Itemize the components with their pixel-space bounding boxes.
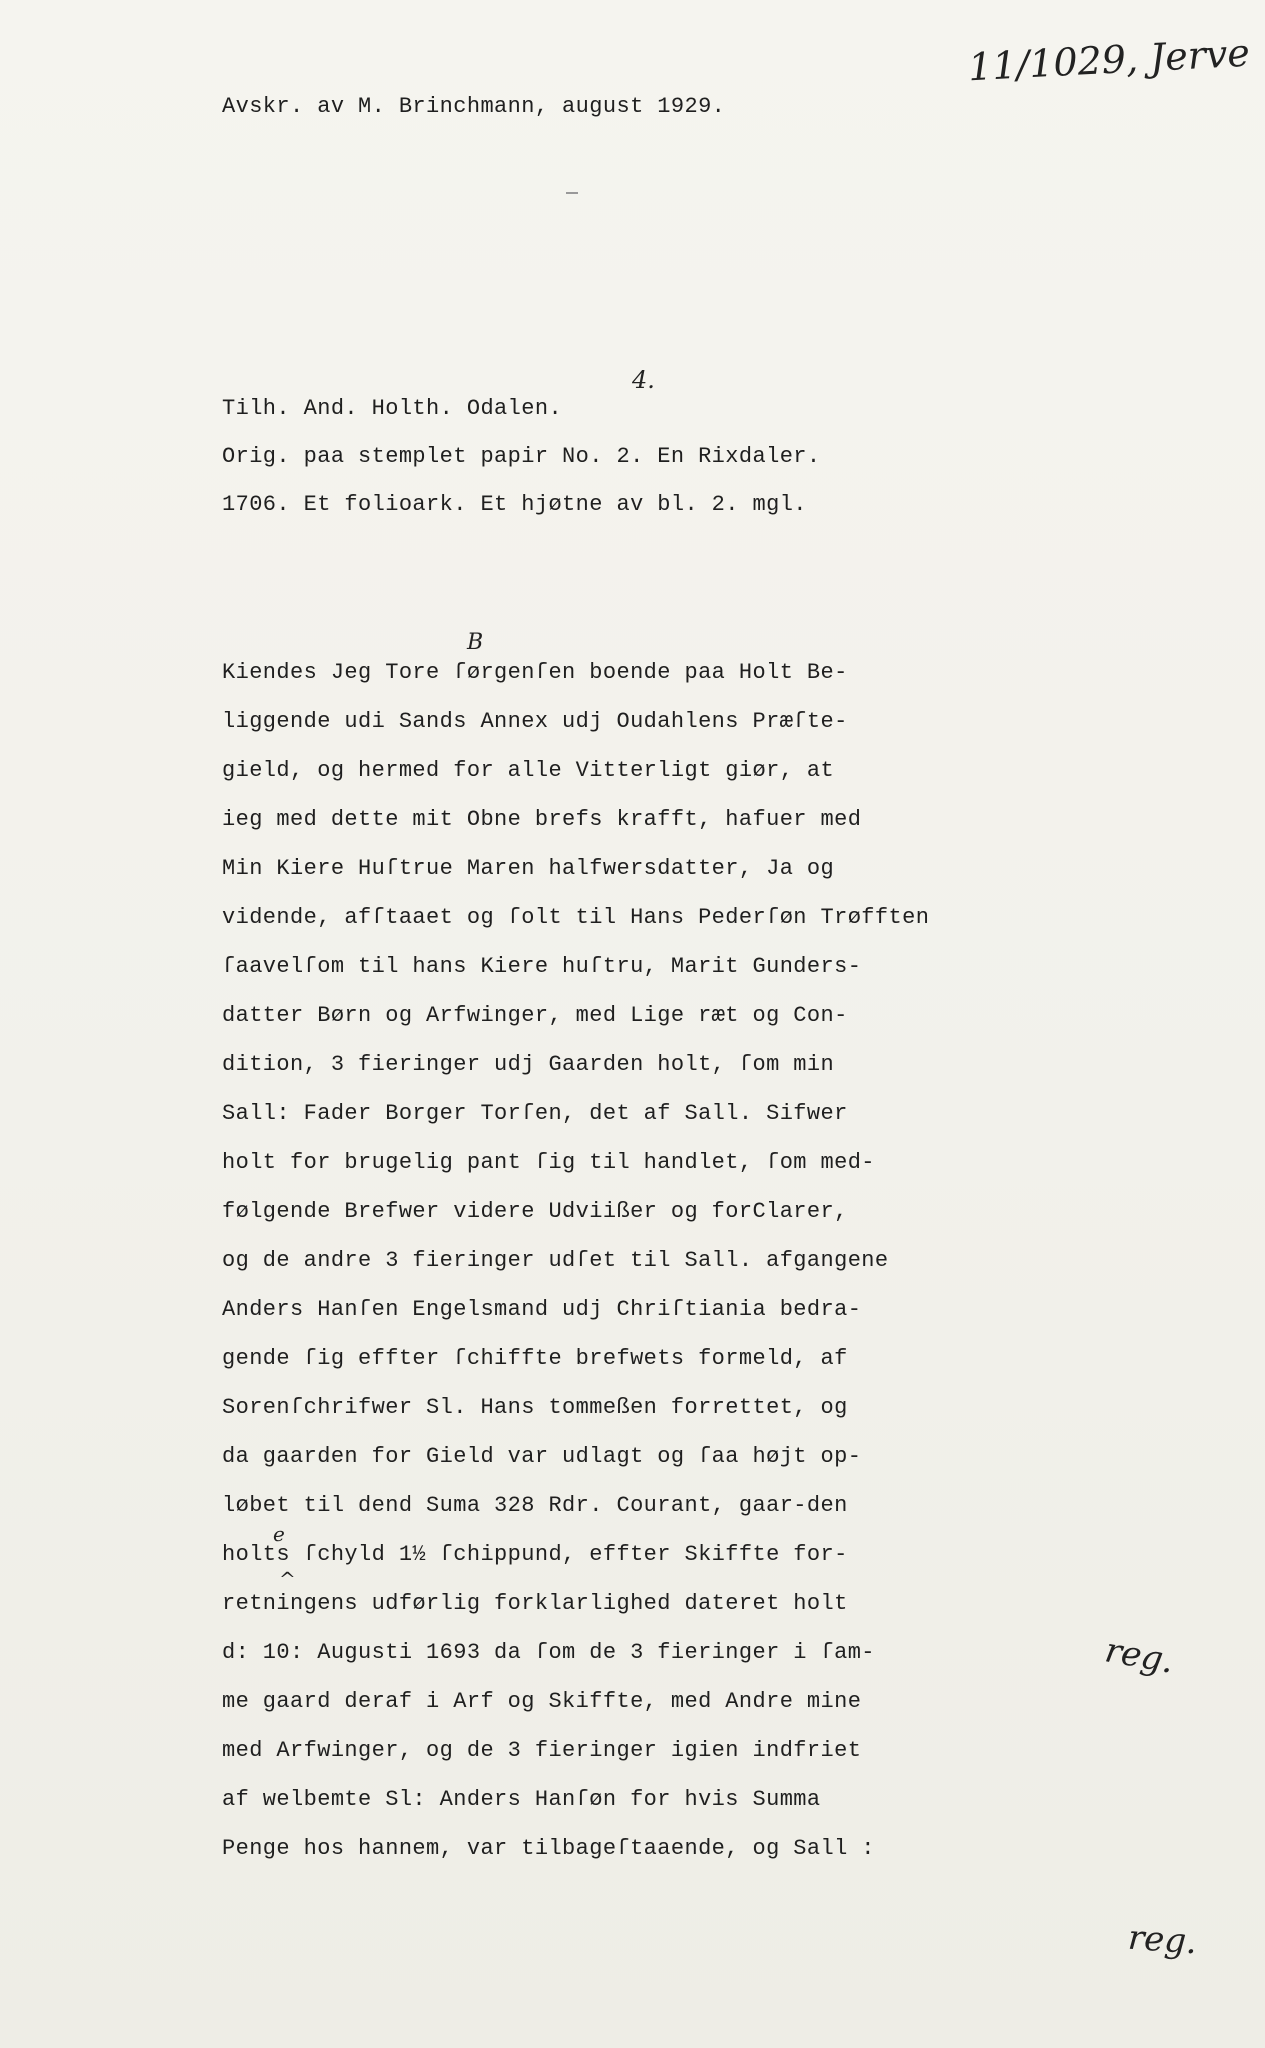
body-line: Penge hos hannem, var tilbageſtaaende, og Sall : (222, 1836, 875, 1861)
provenance-block (222, 385, 821, 529)
body-line: Min Kiere Huſtrue Maren halfwersdatter, Ja og (222, 856, 835, 881)
pencil-dash-mark (566, 192, 578, 194)
body-line: Anders Hanſen Engelsmand udj Chriſtiania bedra- (222, 1297, 862, 1322)
body-line: Kiendes Jeg Tore ſørgenſen boende paa Holt Be- (222, 660, 848, 685)
handwritten-number-note: 4. (632, 366, 655, 394)
body-line: me gaard deraf i Arf og Skiffte, med Andre mine (222, 1689, 862, 1714)
body-line: vidende, afſtaaet og ſolt til Hans Pederſøn Trøfften (222, 905, 930, 930)
body-line: d: 10: Augusti 1693 da ſom de 3 fieringer i ſam- (222, 1640, 875, 1665)
handwritten-insert-e: e (273, 1522, 285, 1546)
body-line: løbet til dend Suma 328 Rdr. Courant, gaar-den (222, 1493, 848, 1518)
handwritten-insert-b: B (467, 630, 484, 655)
body-line: Sall: Fader Borger Torſen, det af Sall. Sifwer (222, 1101, 848, 1126)
body-line: holt for brugelig pant ſig til handlet, ſom med- (222, 1150, 875, 1175)
body-line: gield, og hermed for alle Vitterligt giør, at (222, 758, 835, 783)
transcription-body (222, 648, 929, 1873)
body-line: holts ſchyld 1½ ſchippund, effter Skiffte for- (222, 1542, 848, 1567)
body-line: af welbemte Sl: Anders Hanſøn for hvis Summa (222, 1787, 821, 1812)
body-line: og de andre 3 fieringer udſet til Sall. afgangene (222, 1248, 889, 1273)
margin-reg-note: reg. (1102, 1630, 1177, 1682)
body-line: Sorenſchrifwer Sl. Hans tommeßen forrettet, og (222, 1395, 848, 1420)
body-line: ſaavelſom til hans Kiere huſtru, Marit Gunders- (222, 954, 862, 979)
body-line: datter Børn og Arfwinger, med Lige ræt og Con- (222, 1003, 848, 1028)
insertion-caret: ^ (279, 1567, 296, 1591)
provenance-line: 1706. Et folioark. Et hjøtne av bl. 2. mgl. (222, 492, 807, 517)
body-line: følgende Brefwer videre Udviißer og forClarer, (222, 1199, 848, 1224)
body-line: gende ſig effter ſchiffte brefwets formeld, af (222, 1346, 848, 1371)
handwritten-reference-code: 11/1029, Jerve (967, 30, 1251, 90)
body-line: dition, 3 fieringer udj Gaarden holt, ſom min (222, 1052, 835, 1077)
body-line: da gaarden for Gield var udlagt og ſaa højt op- (222, 1444, 862, 1469)
body-line: retningens udførlig forklarlighed dateret holt (222, 1591, 848, 1616)
provenance-line: Tilh. And. Holth. Odalen. (222, 396, 563, 421)
body-line: liggende udi Sands Annex udj Oudahlens Præſte- (222, 709, 848, 734)
margin-reg-note: reg. (1126, 1917, 1199, 1963)
body-line: ieg med dette mit Obne brefs krafft, hafuer med (222, 807, 862, 832)
transcriber-line: Avskr. av M. Brinchmann, august 1929. (222, 94, 726, 119)
body-line: med Arfwinger, og de 3 fieringer igien indfriet (222, 1738, 862, 1763)
provenance-line: Orig. paa stemplet papir No. 2. En Rixdaler. (222, 444, 821, 469)
